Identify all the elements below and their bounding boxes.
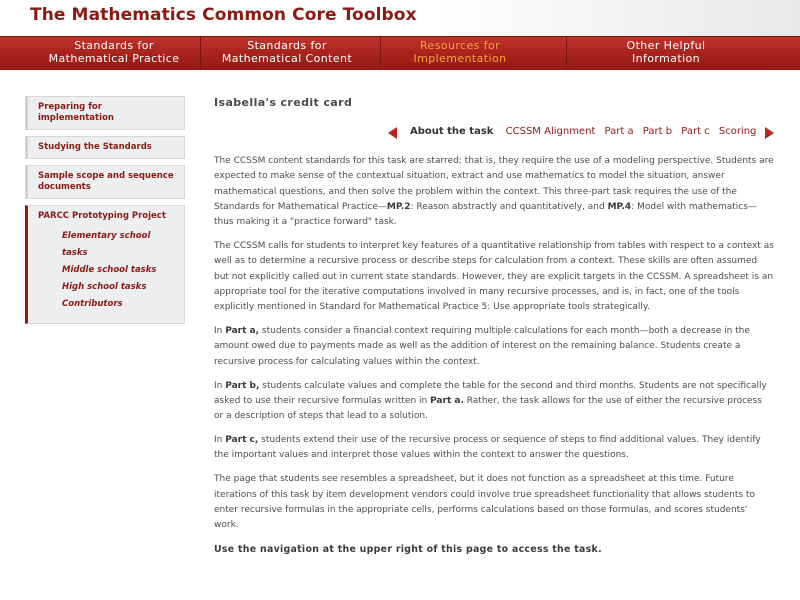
sidebar-item-parcc[interactable] (25, 205, 185, 324)
practice-code: MP.2 (386, 201, 411, 212)
task-subnav (388, 126, 774, 140)
nav-item-mathematical-practice[interactable] (34, 39, 194, 69)
part-label: Part b, (225, 380, 260, 391)
page-title: Isabella's credit card (214, 96, 353, 109)
paragraph-ccssm: The CCSSM calls for students to interpret key features of a quantitative relationship from tables with respect to a context as well as to determine a recursive process or describe steps for calculation from a context. These skills are often assumed but not explicitly called out in current state standards. However, they are explicit targets in the CCSSM. A spreadsheet is an appropriate tool for the iterative computations involved in many recursive processes, and is, in fact, one of the tools explicitly mentioned in Standard for Mathematical Practice 5: Use appropriate tools strategically. (214, 241, 774, 313)
sidebar-subnav (38, 228, 178, 313)
nav-item-resources[interactable] (380, 39, 540, 69)
practice-code: MP.4 (607, 201, 632, 212)
paragraph-text: In (214, 380, 226, 391)
nav-item-line1: Other Helpful (626, 39, 706, 52)
paragraph-text: In (214, 435, 226, 446)
paragraph-part-a (214, 324, 774, 370)
sidebar-item-label: Sample scope and sequence documents (38, 171, 174, 192)
paragraph-navigation-hint: Use the navigation at the upper right of this page to access the task. (214, 544, 602, 556)
paragraph-part-c (214, 433, 774, 464)
paragraph-text: students calculate values and complete the table for the second and third months. Students are not specifically asked to use their recursive formulas written in (214, 380, 767, 406)
sidebar-item-label: PARCC Prototyping Project (38, 211, 166, 221)
paragraph-text: : Model with mathematics—thus making it a "practice forward" task. (214, 201, 757, 228)
part-label: Part a, (225, 326, 260, 337)
paragraph-text: : Reason abstractly and quantitatively, and (410, 201, 608, 212)
sidebar-item-label: Preparing for implementation (38, 102, 114, 123)
nav-item-line1: Resources for (420, 39, 500, 52)
sidebar-item-studying[interactable] (25, 136, 185, 159)
nav-item-line2: Information (631, 52, 701, 65)
subnav-part-c[interactable]: Part c (681, 126, 710, 137)
sidebar-item-preparing[interactable] (25, 96, 185, 130)
nav-item-line2: Mathematical Practice (48, 52, 180, 65)
part-label: Part a. (430, 395, 464, 406)
subnav-about-task[interactable]: About the task (410, 126, 494, 137)
part-label: Part c, (225, 435, 259, 446)
sidebar-subitem-high[interactable]: High school tasks (62, 282, 147, 292)
nav-divider (566, 36, 567, 70)
sidebar-subitem-elementary[interactable]: Elementary school tasks (62, 231, 151, 258)
nav-divider (200, 36, 201, 70)
paragraph-spreadsheet: The page that students see resembles a spreadsheet, but it does not function as a spreadsheet at this time. Future iterations of this task by item development vendors could involve true spreadsheet functionality that allows students to enter recursive formulas in the appropriate cells, performs calculations based on those formulas, and scores students' work. (214, 474, 755, 531)
paragraph-text: Rather, the task allows for the use of either the recursive process or a description of steps that lead to a solution. (214, 395, 762, 422)
paragraph-standards (214, 154, 774, 230)
main-content (214, 96, 774, 556)
nav-item-other-information[interactable] (586, 39, 746, 69)
paragraph-text: The CCSSM content standards for this task are starred; that is, they require the use of a modeling perspective. Students are expected to make sense of the contextual situation, extract and use mathematics to model the situation, answer mathematical questions, and then solve the problem within the context. This three-part task requires the use of the Standards for Mathematical Practice— (214, 156, 774, 212)
subnav-part-a[interactable]: Part a (604, 126, 634, 137)
nav-item-line2: Implementation (413, 52, 507, 65)
sidebar-item-label: Studying the Standards (38, 142, 152, 152)
nav-item-line2: Mathematical Content (221, 52, 353, 65)
paragraph-text: In (214, 326, 226, 337)
paragraph-text: students extend their use of the recursive process or sequence of steps to find additional values. They identify the important values and interpret those values within the context to answer the questions. (214, 435, 761, 461)
sidebar-subitem-contributors[interactable]: Contributors (62, 299, 123, 309)
nav-item-line1: Standards for (247, 39, 327, 52)
previous-arrow-icon[interactable] (388, 127, 397, 139)
subnav-scoring[interactable]: Scoring (718, 126, 757, 137)
sidebar-item-scope-sequence[interactable] (25, 165, 185, 199)
nav-divider (380, 36, 381, 70)
nav-item-mathematical-content[interactable] (207, 39, 367, 69)
sidebar-subitem-middle[interactable]: Middle school tasks (62, 265, 157, 275)
site-title[interactable]: The Mathematics Common Core Toolbox (30, 5, 417, 25)
subnav-part-b[interactable]: Part b (642, 126, 673, 137)
subnav-ccssm-alignment[interactable]: CCSSM Alignment (505, 126, 596, 137)
paragraph-text: students consider a financial context requiring multiple calculations for each month—both a decrease in the amount owed due to payments made as well as the addition of interest on the remaining balance. Students create a recursive process for calculating values within the context. (214, 326, 750, 367)
main-nav (0, 36, 800, 70)
task-description (214, 154, 774, 566)
site-header (0, 0, 800, 36)
next-arrow-icon[interactable] (765, 127, 774, 139)
nav-item-line1: Standards for (74, 39, 154, 52)
sidebar (25, 96, 185, 330)
paragraph-part-b (214, 379, 774, 425)
task-subnav-links (410, 126, 762, 137)
